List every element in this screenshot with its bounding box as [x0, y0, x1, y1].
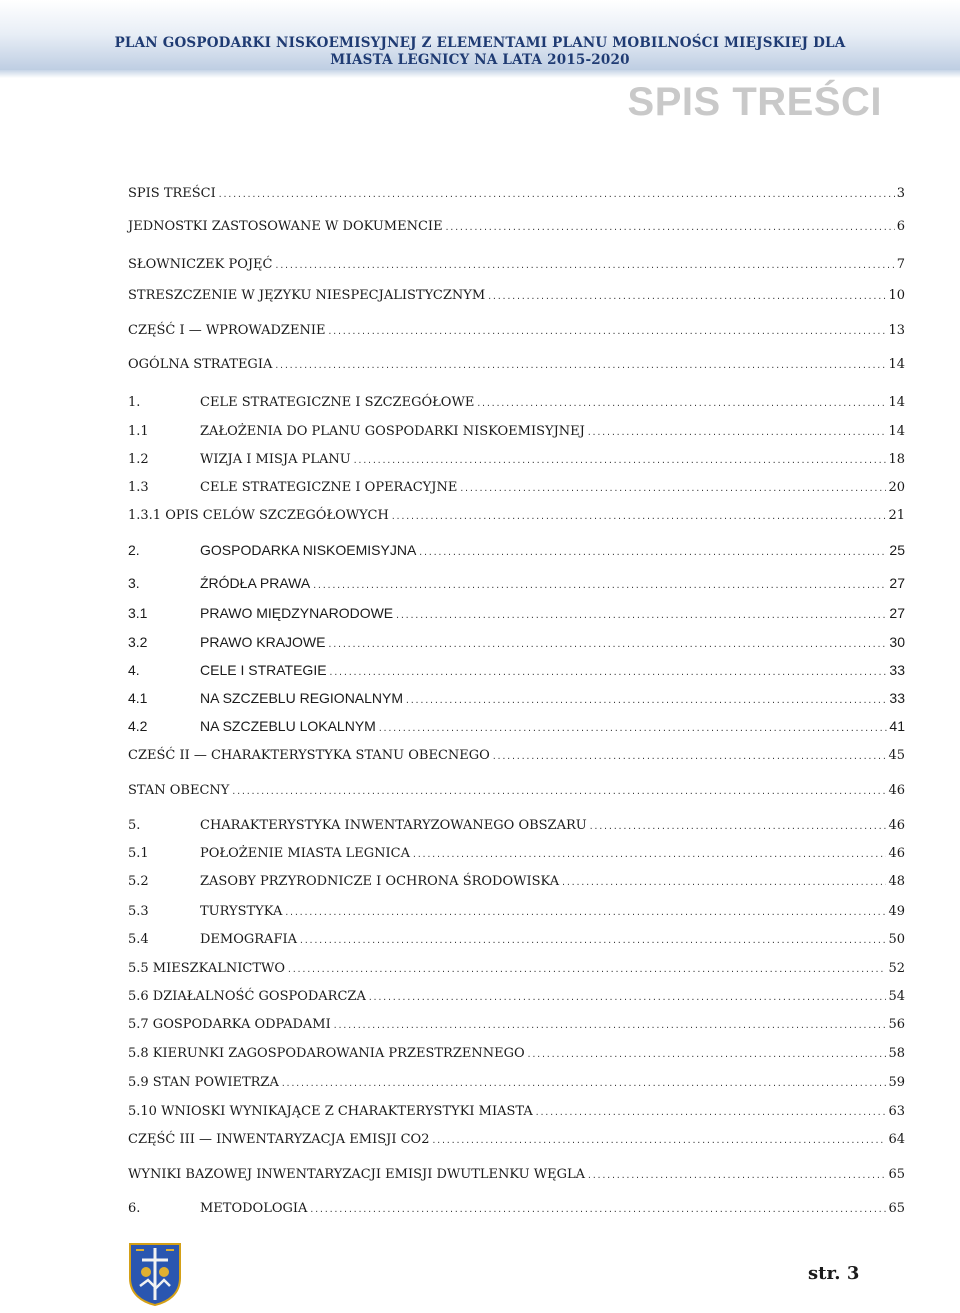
toc-leader-dots	[589, 822, 887, 831]
toc-entry-label: WIZJA I MISJA PLANU	[200, 452, 351, 467]
toc-entry[interactable]	[128, 257, 905, 279]
toc-leader-dots	[395, 611, 887, 620]
toc-entry-label: SPIS TREŚCI	[128, 186, 216, 201]
toc-entry-page: 65	[888, 1201, 905, 1216]
toc-entry[interactable]	[128, 932, 905, 954]
toc-leader-dots	[405, 696, 887, 705]
toc-leader-dots	[587, 428, 887, 437]
toc-leader-dots	[328, 640, 888, 649]
toc-entry-page: 20	[888, 480, 905, 495]
toc-entry-number: 5.1	[128, 846, 149, 861]
toc-entry-label: TURYSTYKA	[200, 904, 283, 919]
toc-entry[interactable]	[128, 783, 905, 805]
toc-entry-label: NA SZCZEBLU REGIONALNYM	[200, 690, 404, 706]
toc-entry-page: 33	[889, 690, 905, 706]
toc-entry[interactable]	[128, 662, 905, 684]
toc-entry-label: 1.3.1 OPIS CELÓW SZCZEGÓŁOWYCH	[128, 508, 389, 523]
toc-entry-page: 14	[888, 395, 905, 410]
toc-entry-page: 27	[889, 605, 905, 621]
toc-entry-label: CELE STRATEGICZNE I SZCZEGÓŁOWE	[200, 395, 475, 410]
toc-entry[interactable]	[128, 508, 905, 530]
toc-entry-page: 33	[889, 662, 905, 678]
toc-entry-label: JEDNOSTKI ZASTOSOWANE W DOKUMENCIE	[128, 219, 443, 234]
toc-entry[interactable]	[128, 219, 905, 241]
toc-entry-page: 63	[888, 1104, 905, 1119]
toc-entry-label: 5.9 STAN POWIETRZA	[128, 1075, 279, 1090]
toc-entry[interactable]	[128, 748, 905, 770]
toc-entry-label: POŁOŻENIE MIASTA LEGNICA	[200, 846, 410, 861]
toc-leader-dots	[312, 581, 887, 590]
toc-entry-page: 14	[888, 424, 905, 439]
toc-entry-label: CZĘŚĆ III — INWENTARYZACJA EMISJI CO2	[128, 1132, 430, 1147]
toc-leader-dots	[391, 512, 887, 521]
toc-entry[interactable]	[128, 989, 905, 1011]
toc-entry-label: PRAWO KRAJOWE	[200, 634, 326, 650]
toc-entry-page: 48	[888, 874, 905, 889]
toc-leader-dots	[492, 752, 887, 761]
toc-leader-dots	[329, 668, 888, 677]
toc-entry-label: OGÓLNA STRATEGIA	[128, 357, 273, 372]
toc-entry[interactable]	[128, 395, 905, 417]
toc-leader-dots	[587, 1171, 886, 1180]
toc-entry-page: 64	[888, 1132, 905, 1147]
toc-entry-number: 1.3	[128, 480, 149, 495]
toc-leader-dots	[535, 1108, 887, 1117]
toc-leader-dots	[275, 261, 895, 270]
toc-leader-dots	[309, 1205, 886, 1214]
toc-entry[interactable]	[128, 1132, 905, 1154]
toc-entry-label: CELE I STRATEGIE	[200, 662, 327, 678]
toc-entry-label: 5.8 KIERUNKI ZAGOSPODAROWANIA PRZESTRZENNEGO	[128, 1046, 525, 1061]
toc-leader-dots	[284, 908, 886, 917]
toc-entry[interactable]	[128, 874, 905, 896]
toc-entry[interactable]	[128, 575, 905, 597]
toc-entry[interactable]	[128, 904, 905, 926]
toc-entry-page: 59	[888, 1075, 905, 1090]
toc-entry[interactable]	[128, 846, 905, 868]
toc-entry-page: 10	[888, 288, 905, 303]
toc-entry-label: METODOLOGIA	[200, 1201, 308, 1216]
toc-entry[interactable]	[128, 1167, 905, 1189]
toc-entry-number: 3.	[128, 575, 140, 591]
toc-leader-dots	[368, 993, 887, 1002]
section-title: SPIS TREŚCI	[627, 80, 882, 124]
toc-entry-number: 3.2	[128, 634, 148, 650]
toc-entry-label: CZEŚĆ II — CHARAKTERYSTYKA STANU OBECNEGO	[128, 748, 490, 763]
toc-entry-page: 46	[888, 846, 905, 861]
toc-entry[interactable]	[128, 452, 905, 474]
toc-entry[interactable]	[128, 818, 905, 840]
toc-entry-label: PRAWO MIĘDZYNARODOWE	[200, 605, 394, 621]
toc-entry-label: GOSPODARKA NISKOEMISYJNA	[200, 542, 417, 558]
toc-leader-dots	[476, 399, 886, 408]
toc-entry-label: ZASOBY PRZYRODNICZE I OCHRONA ŚRODOWISKA	[200, 874, 560, 889]
toc-entry[interactable]	[128, 288, 905, 310]
toc-leader-dots	[378, 724, 888, 733]
toc-entry-page: 50	[888, 932, 905, 947]
toc-leader-dots	[299, 936, 886, 945]
toc-entry-number: 4.	[128, 662, 140, 678]
toc-entry-label: WYNIKI BAZOWEJ INWENTARYZACJI EMISJI DWUTLENKU WĘGLA	[128, 1167, 585, 1182]
toc-entry-page: 56	[888, 1017, 905, 1032]
toc-entry-number: 4.2	[128, 718, 148, 734]
toc-entry[interactable]	[128, 480, 905, 502]
toc-entry[interactable]	[128, 542, 905, 564]
toc-leader-dots	[281, 1079, 887, 1088]
toc-leader-dots	[333, 1021, 887, 1030]
toc-entry-label: 5.5 MIESZKALNICTWO	[128, 961, 286, 976]
toc-entry-page: 27	[889, 575, 905, 591]
toc-entry-page: 13	[888, 323, 905, 338]
toc-leader-dots	[561, 878, 886, 887]
toc-entry-page: 49	[888, 904, 905, 919]
toc-entry-page: 21	[888, 508, 905, 523]
toc-entry-page: 45	[888, 748, 905, 763]
toc-entry-number: 1.1	[128, 424, 149, 439]
toc-leader-dots	[527, 1050, 887, 1059]
toc-entry-label: 5.7 GOSPODARKA ODPADAMI	[128, 1017, 331, 1032]
toc-entry[interactable]	[128, 634, 905, 656]
toc-entry-page: 46	[888, 818, 905, 833]
toc-leader-dots	[231, 787, 886, 796]
toc-entry-label: CHARAKTERYSTYKA INWENTARYZOWANEGO OBSZARU	[200, 818, 587, 833]
toc-entry-page: 58	[888, 1046, 905, 1061]
toc-leader-dots	[218, 190, 895, 199]
toc-entry-page: 25	[889, 542, 905, 558]
toc-entry[interactable]	[128, 961, 905, 983]
toc-entry[interactable]	[128, 186, 905, 208]
toc-entry-page: 65	[888, 1167, 905, 1182]
toc-entry-number: 5.	[128, 818, 141, 833]
toc-entry-label: ZAŁOŻENIA DO PLANU GOSPODARKI NISKOEMISYJNEJ	[200, 424, 585, 439]
toc-entry-page: 7	[896, 257, 905, 272]
toc-entry[interactable]	[128, 357, 905, 379]
toc-entry[interactable]	[128, 1017, 905, 1039]
toc-leader-dots	[274, 361, 886, 370]
toc-entry-page: 54	[888, 989, 905, 1004]
toc-entry[interactable]	[128, 690, 905, 712]
toc-entry-page: 18	[888, 452, 905, 467]
toc-leader-dots	[327, 327, 886, 336]
toc-entry[interactable]	[128, 605, 905, 627]
page-number: str. 3	[808, 1263, 860, 1284]
toc-entry-page: 52	[888, 961, 905, 976]
toc-leader-dots	[431, 1136, 886, 1145]
toc-leader-dots	[412, 850, 886, 859]
toc-entry-number: 6.	[128, 1201, 141, 1216]
toc-entry-number: 1.	[128, 395, 141, 410]
toc-leader-dots	[418, 548, 887, 557]
toc-entry[interactable]	[128, 323, 905, 345]
toc-entry[interactable]	[128, 1104, 905, 1126]
toc-leader-dots	[353, 456, 887, 465]
toc-entry-label: 5.6 DZIAŁALNOŚĆ GOSPODARCZA	[128, 989, 366, 1004]
toc-entry-label: NA SZCZEBLU LOKALNYM	[200, 718, 376, 734]
legnica-coat-of-arms-icon	[128, 1242, 182, 1306]
toc-entry[interactable]	[128, 1201, 905, 1223]
document-title-line-2: MIASTA LEGNICY NA LATA 2015-2020	[330, 52, 630, 68]
toc-entry-number: 1.2	[128, 452, 149, 467]
toc-leader-dots	[459, 484, 886, 493]
toc-entry-label: STRESZCZENIE W JĘZYKU NIESPECJALISTYCZNYM	[128, 288, 486, 303]
header-banner-shadow	[0, 70, 960, 78]
toc-entry-number: 2.	[128, 542, 140, 558]
toc-entry-label: SŁOWNICZEK POJĘĆ	[128, 257, 273, 272]
toc-entry-label: ŹRÓDŁA PRAWA	[200, 575, 311, 591]
toc-entry-label: CZĘŚĆ I — WPROWADZENIE	[128, 323, 326, 338]
toc-entry-page: 30	[889, 634, 905, 650]
toc-leader-dots	[487, 292, 886, 301]
toc-entry-number: 3.1	[128, 605, 148, 621]
toc-entry-number: 4.1	[128, 690, 148, 706]
toc-leader-dots	[445, 223, 895, 232]
document-title-line-1: PLAN GOSPODARKI NISKOEMISYJNEJ Z ELEMENTAMI PLANU MOBILNOŚCI MIEJSKIEJ DLA	[114, 35, 846, 51]
toc-entry[interactable]	[128, 424, 905, 446]
toc-entry[interactable]	[128, 1075, 905, 1097]
toc-entry-page: 41	[889, 718, 905, 734]
toc-entry-page: 14	[888, 357, 905, 372]
toc-entry-label: CELE STRATEGICZNE I OPERACYJNE	[200, 480, 458, 495]
toc-leader-dots	[287, 965, 886, 974]
toc-entry-page: 46	[888, 783, 905, 798]
toc-entry-label: DEMOGRAFIA	[200, 932, 297, 947]
toc-entry-page: 6	[896, 219, 905, 234]
toc-entry[interactable]	[128, 718, 905, 740]
toc-entry-number: 5.2	[128, 874, 149, 889]
toc-entry-number: 5.4	[128, 932, 149, 947]
toc-entry-page: 3	[896, 186, 905, 201]
toc-entry-label: STAN OBECNY	[128, 783, 230, 798]
toc-entry-label: 5.10 WNIOSKI WYNIKAJĄCE Z CHARAKTERYSTYKI MIASTA	[128, 1104, 533, 1119]
toc-entry-number: 5.3	[128, 904, 149, 919]
toc-entry[interactable]	[128, 1046, 905, 1068]
